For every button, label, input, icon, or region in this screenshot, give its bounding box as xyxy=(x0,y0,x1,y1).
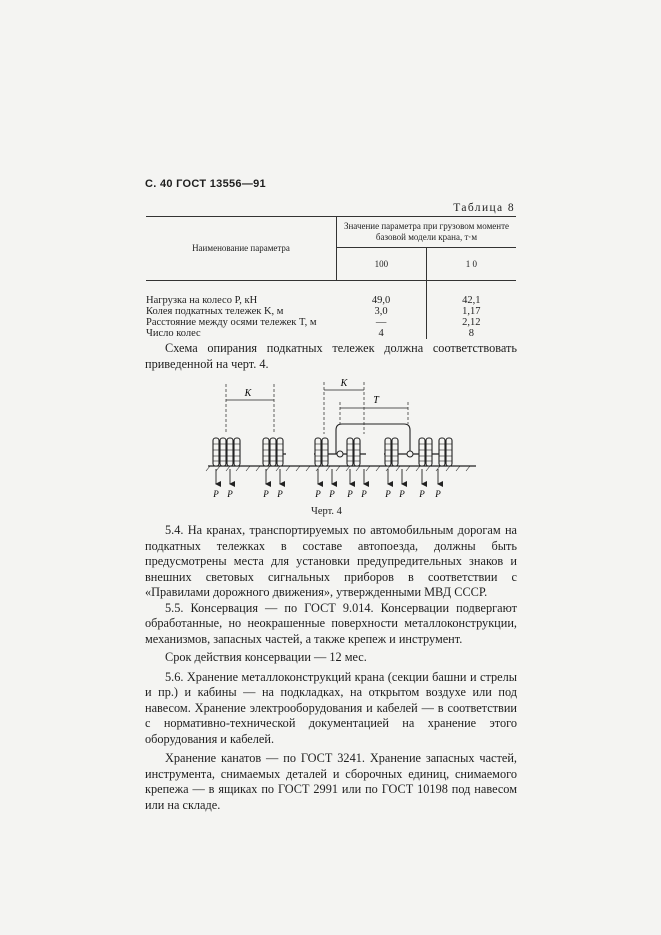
param-value: 8 xyxy=(468,328,474,339)
param-value: 1,17 xyxy=(462,306,481,317)
column-header-name: Наименование параметра xyxy=(146,217,337,281)
wheel xyxy=(220,438,226,466)
load-label: P xyxy=(263,489,269,499)
dimension-k-right xyxy=(324,378,364,434)
label-t: T xyxy=(373,395,379,406)
paragraph: 5.6. Хранение металлоконструкций крана (секции башни и стрелы и пр.) и кабины — на подкладках, на открытом воздухе или под навесом. Хранение электрооборудования и кабелей — в соответствии с нормативно-технической документацией на хранение этого оборудования и кабелей. xyxy=(145,669,517,746)
dimension-k-left xyxy=(226,384,274,434)
wheel xyxy=(277,438,283,466)
page-header: С. 40 ГОСТ 13556—91 xyxy=(145,178,266,190)
param-value: 42,1 xyxy=(462,295,481,306)
param-value: — xyxy=(337,317,427,328)
dimension-t xyxy=(340,395,408,424)
paragraph: Срок действия консервации — 12 мес. xyxy=(165,650,367,664)
load-label: P xyxy=(435,489,441,499)
wheel xyxy=(213,438,219,466)
ground xyxy=(206,466,476,471)
body-text xyxy=(145,523,517,813)
bogie-3 xyxy=(314,438,366,466)
param-value: 49,0 xyxy=(337,281,427,307)
column-header-value-1: 100 xyxy=(337,248,427,281)
label-k-right: K xyxy=(340,378,348,389)
wheel xyxy=(446,438,452,466)
wheel xyxy=(426,438,432,466)
load-label: P xyxy=(347,489,353,499)
load-label: P xyxy=(213,489,219,499)
wheel xyxy=(227,438,233,466)
paragraph: 5.4. На кранах, транспортируемых по автомобильным дорогам на подкатных тележках в составе автопоезда, должны быть предусмотрены места для установки предупредительных знаков и внешних световых сигнальных приборов в соответствии с «Правилами дорожного движения», утвержденными МВД СССР. xyxy=(145,523,517,599)
load-label: P xyxy=(329,489,335,499)
param-name: Число колес xyxy=(146,328,201,339)
load-arrows xyxy=(212,469,441,499)
load-label: P xyxy=(399,489,405,499)
param-name: Расстояние между осями тележек T, м xyxy=(146,317,317,328)
bogie-1 xyxy=(213,438,240,466)
figure-caption: Черт. 4 xyxy=(311,506,342,517)
load-label: P xyxy=(227,489,233,499)
wheel xyxy=(315,438,321,466)
bogie-4 xyxy=(384,438,452,466)
paragraph: 5.5. Консервация — по ГОСТ 9.014. Консервации подвергают обработанные, но неокрашенные поверхности металлоконструкции, механизмов, запасных частей, а также крепеж и инструмент. xyxy=(145,600,517,646)
table-title: Таблица 8 xyxy=(453,202,515,214)
table-row xyxy=(146,328,516,339)
paragraph: Хранение канатов — по ГОСТ 3241. Хранение запасных частей, инструмента, снимаемых деталей и сборочных единиц, снимаемого крепежа — в ящиках по ГОСТ 2991 или по ГОСТ 10198 под навесом или на складе. xyxy=(145,751,517,812)
param-value: 4 xyxy=(337,328,427,339)
load-label: P xyxy=(315,489,321,499)
param-value: 3,0 xyxy=(337,306,427,317)
table-row xyxy=(146,306,516,317)
column-header-value-2: 1 0 xyxy=(426,248,516,281)
label-k-left: K xyxy=(244,388,252,399)
parameters-table-container xyxy=(146,216,516,339)
wheel xyxy=(354,438,360,466)
table-row xyxy=(146,317,516,328)
wheel xyxy=(270,438,276,466)
wheel xyxy=(347,438,353,466)
load-label: P xyxy=(277,489,283,499)
param-value: 2,12 xyxy=(462,317,481,328)
wheel xyxy=(263,438,269,466)
intro-paragraph: Схема опирания подкатных тележек должна соответствовать приведенной на черт. 4. xyxy=(145,341,517,371)
figure-chert-4 xyxy=(200,374,480,502)
load-label: P xyxy=(419,489,425,499)
param-name: Колея подкатных тележек K, м xyxy=(146,306,284,317)
wheel xyxy=(234,438,240,466)
table-row xyxy=(146,281,516,307)
wheel xyxy=(322,438,328,466)
wheel xyxy=(419,438,425,466)
param-name: Нагрузка на колесо P, кН xyxy=(146,295,258,306)
column-header-group: Значение параметра при грузовом моменте базовой модели крана, т·м xyxy=(337,217,517,248)
bogie-support-diagram xyxy=(200,374,480,502)
hinge-icon xyxy=(407,451,413,457)
load-label: P xyxy=(385,489,391,499)
hinge-icon xyxy=(337,451,343,457)
wheel xyxy=(439,438,445,466)
wheel xyxy=(385,438,391,466)
bogie-2 xyxy=(263,438,286,466)
wheel xyxy=(392,438,398,466)
intro-paragraph-block xyxy=(145,341,517,372)
load-label: P xyxy=(361,489,367,499)
parameters-table xyxy=(146,216,516,339)
